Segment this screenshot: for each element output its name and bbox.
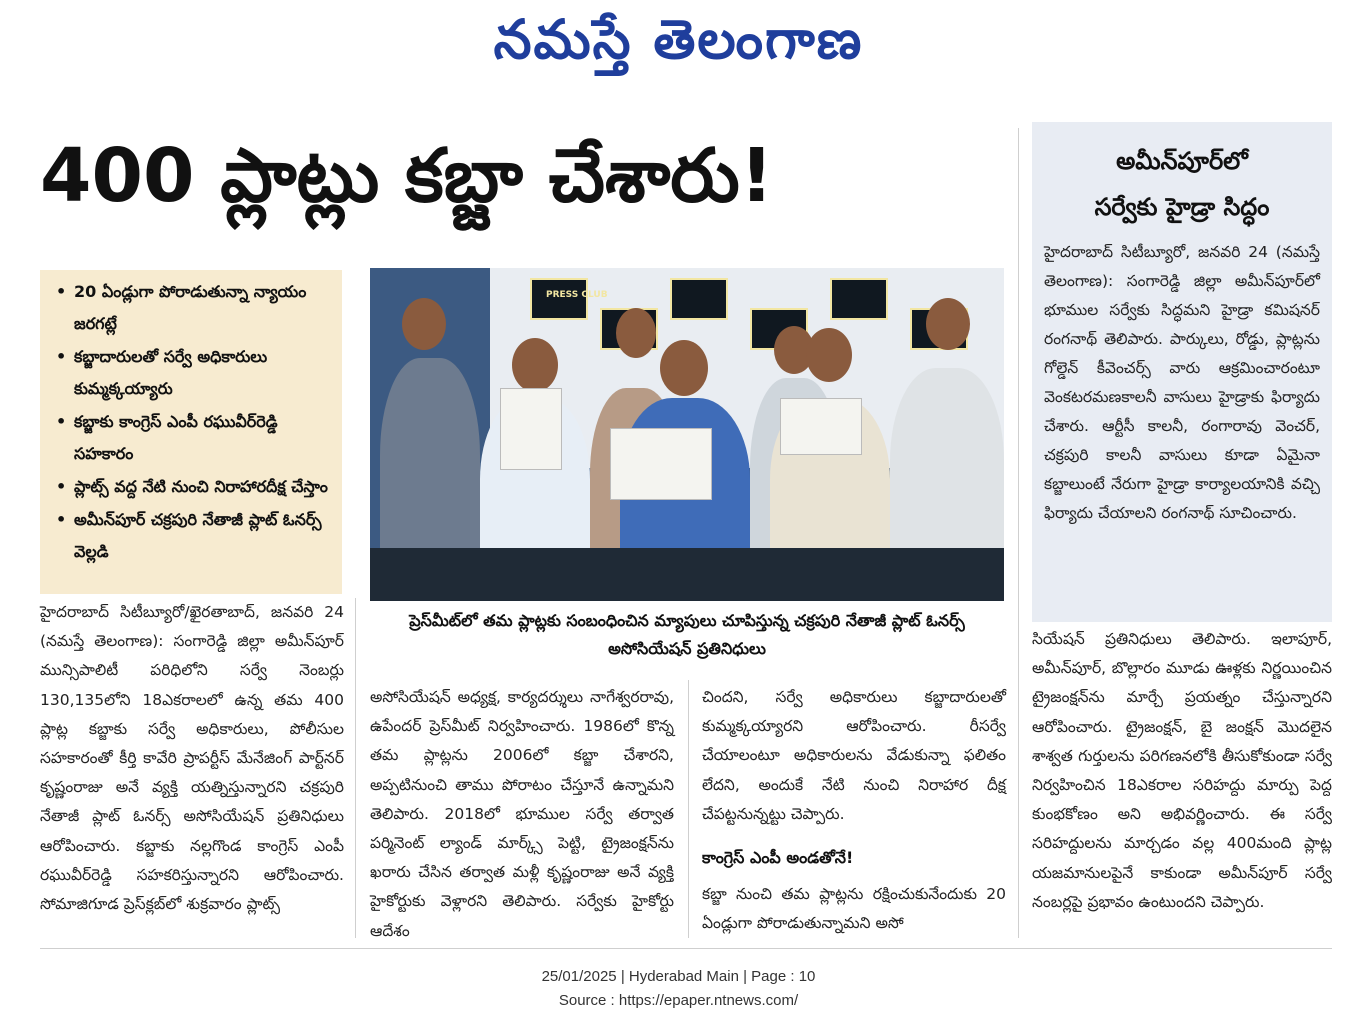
press-club-banner — [670, 278, 728, 320]
footer-edition-info: 25/01/2025 | Hyderabad Main | Page : 10 — [541, 968, 816, 985]
footer-divider — [40, 948, 1332, 949]
article-column-4: సియేషన్ ప్రతినిధులు తెలిపారు. ఇలాపూర్, అమీన్‌పూర్, బొల్లారం మూడు ఊళ్లకు నిర్ణయించిన ట్రైజంక్షన్‌ను మార్చే ప్రయత్నం చేస్తున్నారని ఆరోపించారు. ట్రైజంక్షన్, బై జంక్షన్ మొదలైన శాశ్వత గుర్తులను పరిగణనలోకి తీసుకోకుండా సర్వే నిర్వహించిన 18ఎకరాల సరిహద్దు మార్పు పెద్ద కుంభకోణం అని అభివర్ణించారు. ఈ సర్వే సరిహద్దులను మార్చడం వల్ల 400మంది ప్లాట్ల యజమానులపైనే కాకుండా అమీన్‌పూర్ సర్వే నంబర్లపై ప్రభావం ఉంటుందని చెప్పారు. — [1032, 630, 1332, 911]
article-column-3 — [702, 683, 1006, 939]
person-head — [806, 328, 852, 382]
highlights-list — [52, 276, 340, 569]
article-column-3-top: చిందని, సర్వే అధికారులు కబ్జాదారులతో కుమ్మక్కయ్యారని ఆరోపించారు. రీసర్వే చేయాలంటూ అధికారులను వేడుకున్నా ఫలితం లేదని, అందుకే నేటి నుంచి నిరాహార దీక్ష చేపట్టనున్నట్టు చెప్పారు. — [702, 688, 1006, 823]
sidebar-body: హైదరాబాద్ సిటీబ్యూరో, జనవరి 24 (నమస్తే తెలంగాణ): సంగారెడ్డి జిల్లా అమీన్‌పూర్‌లో భూముల సర్వేకు సిద్ధమని హైడ్రా కమిషనర్ రంగనాథ్ తెలిపారు. పార్కులు, రోడ్డు, ప్లాట్లను గోల్డెన్ కీవెంచర్స్ వారు ఆక్రమించారంటూ వెంకటరమణకాలనీ వాసులు హైడ్రాకు ఫిర్యాదు చేశారు. ఆర్టీసీ కాలనీ, రంగారావు వెంచర్, చక్రపురి కాలనీ వాసులు కూడా ఏమైనా కబ్జాలుంటే నేరుగా హైడ్రా కార్యాలయానికి వచ్చి ఫిర్యాదు చేయాలని రంగనాథ్ సూచించారు. — [1044, 243, 1320, 522]
column-divider — [1018, 128, 1019, 938]
highlight-item: • 20 ఏండ్లుగా పోరాడుతున్నా న్యాయం జరగట్లే — [52, 276, 340, 340]
sidebar-title-line1: అమీన్‌పూర్‌లో — [1116, 147, 1248, 175]
column-divider — [688, 680, 689, 938]
press-club-banner — [830, 278, 888, 320]
footer-source-link[interactable]: Source : https://epaper.ntnews.com/ — [558, 992, 799, 1009]
article-subheading: కాంగ్రెస్ ఎంపీ అండతోనే! — [702, 848, 854, 868]
highlight-item: • కబ్జాకు కాంగ్రెస్ ఎంపీ రఘువీర్‌రెడ్డి సహకారం — [52, 406, 340, 470]
press-table — [370, 548, 1004, 601]
press-meet-photo — [370, 268, 1004, 601]
map-sheet — [500, 388, 562, 470]
highlight-item: • కబ్జాదారులతో సర్వే అధికారులు కుమ్మక్కయ్యారు — [52, 341, 340, 405]
article-column-2: అసోసియేషన్ అధ్యక్ష, కార్యదర్శులు నాగేశ్వరరావు, ఉపేందర్ ప్రెస్‌మీట్ నిర్వహించారు. 1986లో కొన్న తమ ప్లాట్లను 2006లో కబ్జా చేశారని, అప్పటినుంచి తాము పోరాటం చేస్తూనే ఉన్నామని తెలిపారు. 2018లో భూముల సర్వే తర్వాత పర్మినెంట్ ల్యాండ్ మార్క్స్ పెట్టి, ట్రైజంక్షన్‌ను ఖరారు చేసిన తర్వాత మళ్లీ కృష్ణంరాజు అనే వ్యక్తి హైకోర్టుకు వెళ్లారని తెలిపారు. సర్వేకు హైకోర్టు ఆదేశం — [370, 688, 674, 940]
map-sheet — [780, 398, 862, 455]
highlight-item: • ప్లాట్స్ వద్ద నేటి నుంచి నిరాహారదీక్ష చేస్తాం — [52, 471, 340, 503]
photo-caption: ప్రెస్‌మీట్‌లో తమ ప్లాట్లకు సంబంధించిన మ్యాపులు చూపిస్తున్న చక్రపురి నేతాజీ ప్లాట్ ఓనర్స్ అసోసియేషన్ ప్రతినిధులు — [409, 611, 965, 658]
press-club-banner-text: PRESS CLUB — [546, 290, 608, 300]
sidebar-title-line2: సర్వేకు హైడ్రా సిద్ధం — [1094, 193, 1270, 221]
headline: 400 ప్లాట్లు కబ్జా చేశారు! — [40, 133, 774, 219]
person-head — [616, 308, 656, 358]
person-head — [512, 338, 558, 392]
newspaper-masthead: నమస్తే తెలంగాణ — [493, 8, 864, 71]
person-head — [660, 340, 708, 396]
person-head — [926, 298, 970, 350]
person-head — [402, 298, 446, 350]
sidebar-title — [1032, 138, 1332, 230]
map-sheet — [610, 428, 712, 500]
article-column-1: హైదరాబాద్ సిటీబ్యూరో/ఖైరతాబాద్, జనవరి 24 (నమస్తే తెలంగాణ): సంగారెడ్డి జిల్లా అమీన్‌పూర్ మున్సిపాలిటీ పరిధిలోని సర్వే నెంబర్లు 130,135లోని 18ఎకరాలలో ఉన్న తమ 400 ప్లాట్ల కబ్జాకు సర్వే అధికారులు, పోలీసుల సహకారంతో కీర్తి కావేరి ప్రాపర్టీస్ మేనేజింగ్ పార్ట్‌నర్ కృష్ణంరాజు అనే వ్యక్తి యత్నిస్తున్నారని చక్రపురి నేతాజీ ప్లాట్ ఓనర్స్ అసోసియేషన్ ప్రతినిధులు ఆరోపించారు. కబ్జాకు నల్లగొండ కాంగ్రెస్ ఎంపీ రఘువీర్‌రెడ్డి సహకరిస్తున్నారని ఆరోపించారు. సోమాజిగూడ ప్రెస్‌క్లబ్‌లో శుక్రవారం ప్లాట్స్ — [40, 603, 344, 914]
column-divider — [355, 598, 356, 938]
highlight-item: • అమీన్‌పూర్ చక్రపురి నేతాజీ ప్లాట్ ఓనర్స్ వెల్లడి — [52, 504, 340, 568]
article-column-3-bottom: కబ్జా నుంచి తమ ప్లాట్లను రక్షించుకునేందుకు 20 ఏండ్లుగా పోరాడుతున్నామని అసో — [702, 885, 1006, 933]
